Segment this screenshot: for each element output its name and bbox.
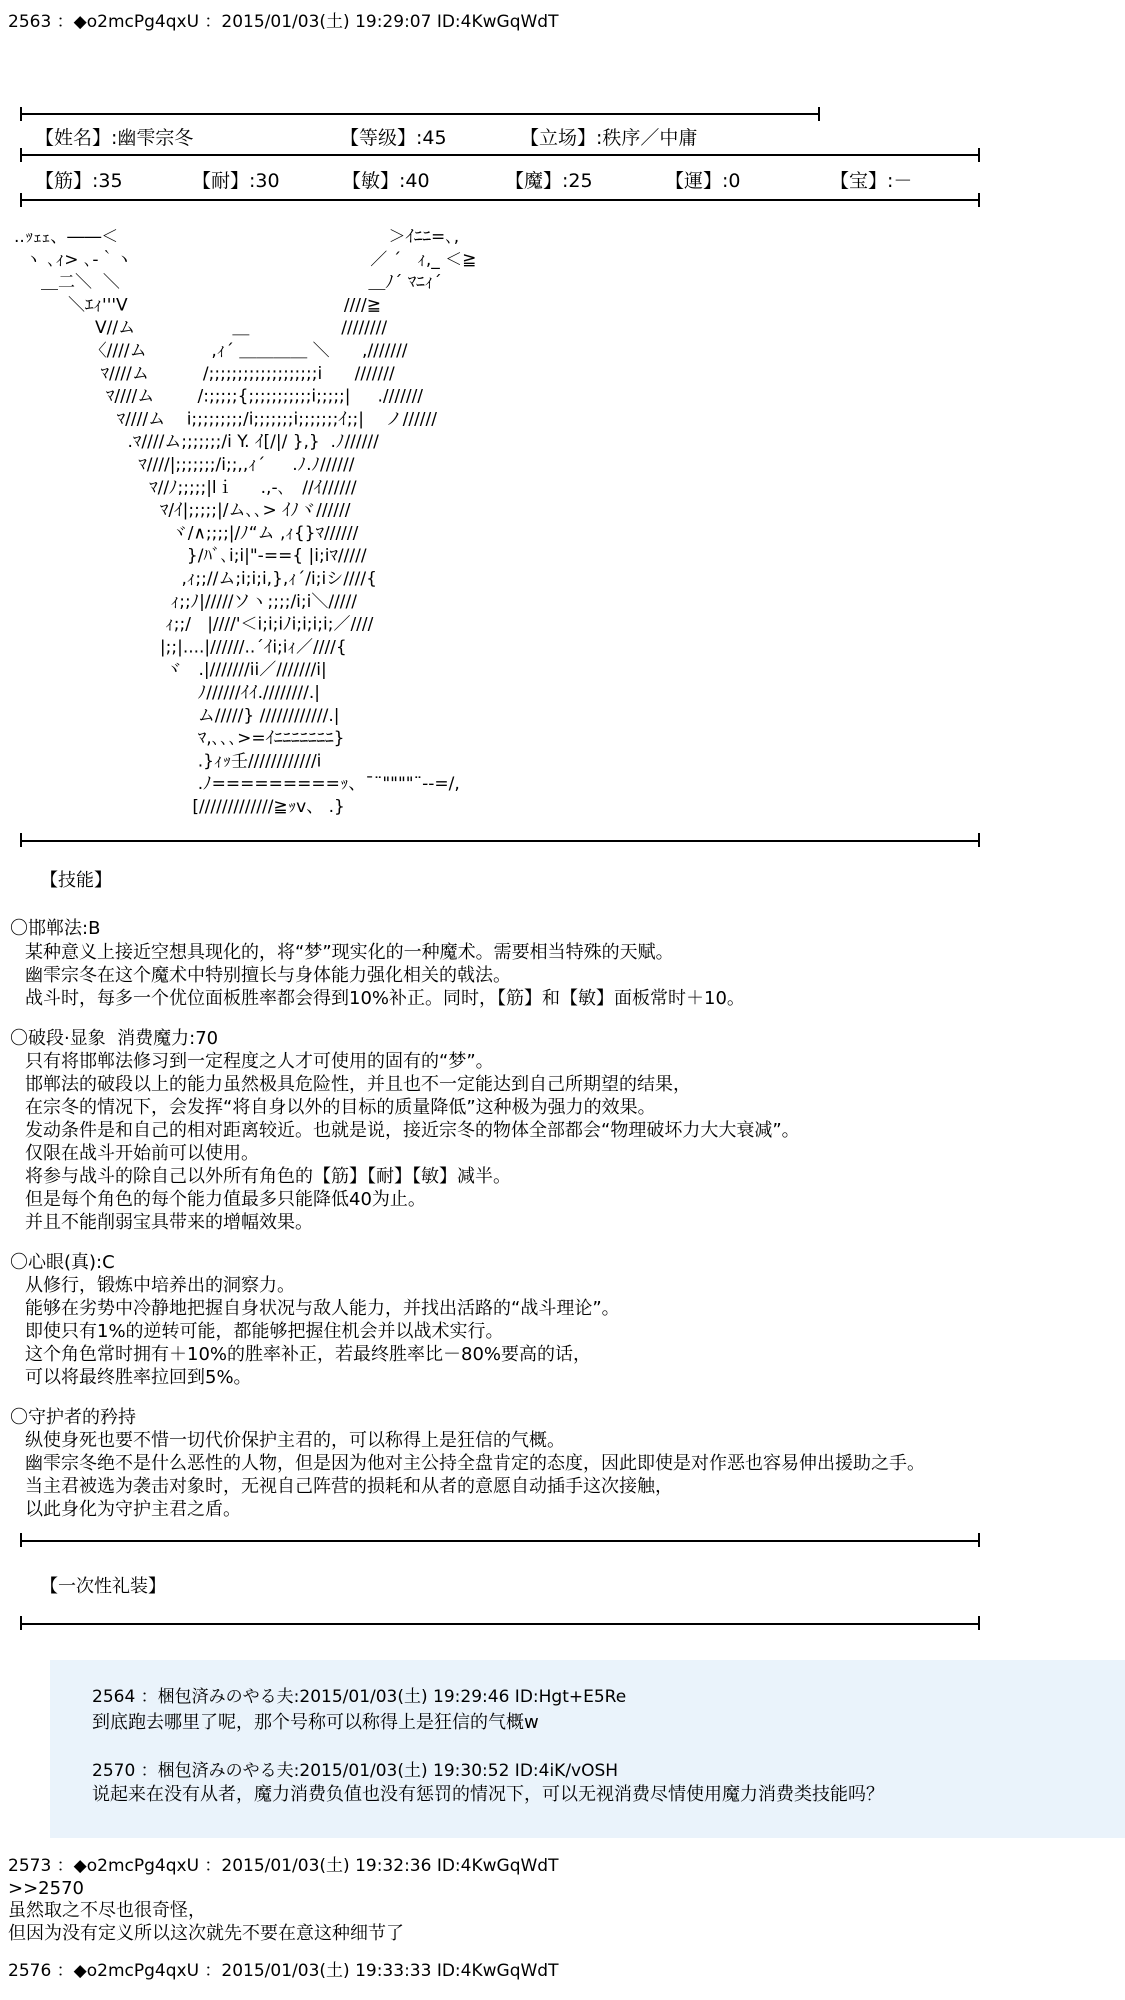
skill-line: 能够在劣势中冷静地把握自身状况与敌人能力，并找出活路的“战斗理论”。: [25, 1298, 620, 1319]
skill-line: 将参与战斗的除自己以外所有角色的【筋】【耐】【敏】减半。: [25, 1166, 511, 1187]
ascii-art-line: ヽ ､ｨ> ､-｀ヽ ／ ´ ｨ,_ ＜≧: [14, 249, 477, 270]
sheet-tick: [20, 833, 22, 847]
post-body-line: 虽然取之不尽也很奇怪，: [8, 1900, 206, 1921]
skill-line: 只有将邯郸法修习到一定程度之人才可使用的固有的“梦”。: [25, 1051, 494, 1072]
skill-line: 战斗时，每多一个优位面板胜率都会得到10%补正。同时，【筋】和【敏】面板常时＋10。: [25, 988, 745, 1009]
sheet-tick: [20, 1533, 22, 1547]
ascii-art-line: ﾏ////ム i;;;;;;;;;/i;;;;;;;i;;;;;;;ｲ;;| ノ//////: [14, 409, 437, 430]
ascii-art-line: ﾏ////|;;;;;;;/i;;,,ｨ´ .ﾉ.ﾉ//////: [14, 455, 355, 475]
skill-line: 幽雫宗冬在这个魔术中特别擅长与身体能力强化相关的戟法。: [25, 965, 511, 986]
skill-line: 当主君被选为袭击对象时，无视自己阵营的损耗和从者的意愿自动插手这次接触，: [25, 1476, 673, 1497]
sheet-tick: [978, 1616, 980, 1630]
ascii-art-line: ＿二＼ ＼ ＿ﾉ´ ﾏﾆｨ´: [14, 272, 442, 293]
skill-title: 〇守护者的矜持: [10, 1407, 136, 1428]
ascii-art-line: V//ム ＿ ////////: [14, 318, 388, 339]
profile-level: 【等级】:45: [340, 127, 447, 149]
skill-title: 〇心眼(真):C: [10, 1252, 115, 1273]
skills-separator: [20, 1540, 980, 1542]
ascii-art-line: ..ｯｪｪ、――＜ ＞ｲﾆﾆ=､,: [14, 227, 460, 247]
skill-line: 幽雫宗冬绝不是什么恶性的人物，但是因为他对主公持全盘肯定的态度，因此即使是对作恶也容易伸出援助之手。: [25, 1453, 925, 1474]
ascii-art-line: |;;|....|//////..´ｲi;iｨ／////{: [14, 637, 347, 658]
skill-line: 这个角色常时拥有＋10%的胜率补正，若最终胜率比－80%要高的话，: [25, 1344, 592, 1365]
post-header: 2576 ：◆o2mcPg4qxU ：2015/01/03(土) 19:33:33 ID:4KwGqWdT: [8, 1961, 559, 1981]
ascii-art-line: ﾏ/ｲ|;;;;;|/ム､､> ｲﾉヾ//////: [14, 500, 351, 521]
ascii-art-line: ﾏ////ム /;;;;;;;;;;;;;;;;;;;i ///////: [14, 363, 395, 384]
skill-line: 以此身化为守护主君之盾。: [25, 1499, 241, 1520]
sheet-tick: [978, 833, 980, 847]
skills-heading: 【技能】: [40, 870, 112, 891]
post-header: 2573 ：◆o2mcPg4qxU ：2015/01/03(土) 19:32:36 ID:4KwGqWdT: [8, 1856, 559, 1876]
ascii-art-line: [/////////////≧ｯv、 .}: [14, 797, 345, 817]
skill-title: 〇邯郸法:B: [10, 918, 101, 939]
ascii-art-line: ヾ .|///////ii／///////i|: [14, 660, 327, 681]
post-body-line: 但因为没有定义所以这次就先不要在意这种细节了: [8, 1923, 404, 1944]
ascii-art-line: .ﾉ=========ｯ、¯¨""""¨--=/,: [14, 774, 460, 795]
skill-line: 即使只有1%的逆转可能，都能够把握住机会并以战术实行。: [25, 1321, 504, 1342]
ascii-art-line: 〈////ム ,ｨ´ ＿＿＿＿ ＼ ,///////: [14, 341, 408, 361]
ascii-art-line: ﾏ////ム /:;;;;;{;;;;;;;;;;;i;;;;;| .///////: [14, 386, 429, 407]
stat-agi: 【敏】:40: [342, 170, 430, 192]
ascii-art-line: ﾏ//ﾉ;;;;;|lｉ .,-､ //ｲ//////: [14, 477, 357, 498]
post-header: 2563 ：◆o2mcPg4qxU ：2015/01/03(土) 19:29:07 ID:4KwGqWdT: [8, 12, 559, 32]
ascii-art-line: ﾏ,､､､>=ｲﾆﾆﾆﾆﾆﾆﾆ}: [14, 728, 345, 749]
stat-end: 【耐】:30: [192, 170, 280, 192]
sheet-tick: [978, 1533, 980, 1547]
reply-text: 说起来在没有从者，魔力消费负值也没有惩罚的情况下，可以无视消费尽情使用魔力消费类技能吗？: [92, 1784, 884, 1805]
reply-header: 2570 ：梱包済みのやる夫:2015/01/03(土) 19:30:52 ID:4iK/vOSH: [92, 1761, 619, 1781]
stat-mag: 【魔】:25: [505, 170, 593, 192]
skill-title: 〇破段·显象 消费魔力:70: [10, 1028, 219, 1049]
ascii-art-line: ﾉ//////ｲｲ.////////.|: [14, 683, 320, 703]
profile-name: 【姓名】:幽雫宗冬: [35, 127, 194, 149]
skill-line: 可以将最终胜率拉回到5%。: [25, 1367, 252, 1388]
reply-text: 到底跑去哪里了呢，那个号称可以称得上是狂信的气概w: [92, 1712, 539, 1733]
art-separator: [20, 840, 980, 842]
skill-line: 并且不能削弱宝具带来的增幅效果。: [25, 1212, 313, 1233]
profile-stance: 【立场】:秩序／中庸: [520, 127, 698, 149]
skill-line: 仅限在战斗开始前可以使用。: [25, 1143, 259, 1164]
one-time-heading: 【一次性礼装】: [40, 1576, 166, 1597]
skill-line: 从修行，锻炼中培养出的洞察力。: [25, 1275, 295, 1296]
skill-line: 在宗冬的情况下，会发挥“将自身以外的目标的质量降低”这种极为强力的效果。: [25, 1097, 656, 1118]
ascii-art-line: }/ﾊﾞ､i;i|"-=={ |i;iﾏ/////: [14, 546, 367, 567]
sheet-tick: [20, 1616, 22, 1630]
skill-line: 邯郸法的破段以上的能力虽然极具危险性，并且也不一定能达到自己所期望的结果，: [25, 1074, 691, 1095]
ascii-art-line: ＼ｴｨ'''V ////≧: [14, 295, 381, 316]
stat-str: 【筋】:35: [35, 170, 123, 192]
ascii-art-line: ,ｨ;;//ム;i;i;i,},ｨ´/i;iシ////{: [14, 569, 377, 589]
ascii-art-line: ヾ/∧;;;;|/ﾉ“ム ,ｨ{}ﾏ//////: [14, 523, 359, 544]
skill-line: 纵使身死也要不惜一切代价保护主君的，可以称得上是狂信的气概。: [25, 1430, 565, 1451]
skill-line: 某种意义上接近空想具现化的，将“梦”现实化的一种魔术。需要相当特殊的天赋。: [25, 942, 674, 963]
reply-header: 2564 ：梱包済みのやる夫:2015/01/03(土) 19:29:46 ID:Hgt+E5Re: [92, 1687, 627, 1707]
ascii-art-line: .ﾏ////ム;;;;;;;/i Y. ｲ[/|/ },} .ﾉ//////: [14, 432, 379, 453]
post-quote-link[interactable]: >>2570: [8, 1878, 84, 1899]
ascii-art-line: .}ｨｯ壬////////////i: [14, 751, 322, 772]
ascii-art-line: ム/////} ////////////.|: [14, 705, 340, 726]
sheet-end-rule: [20, 1623, 980, 1625]
skill-line: 发动条件是和自己的相对距离较近。也就是说，接近宗冬的物体全部都会“物理破坏力大大衰减”。: [25, 1120, 800, 1141]
skill-line: 但是每个角色的每个能力值最多只能降低40为止。: [25, 1189, 426, 1210]
ascii-art-line: ｨ;;ﾉ|/////ソヽ;;;;/i;i＼/////: [14, 591, 357, 612]
stat-luck: 【運】:0: [665, 170, 741, 192]
ascii-art-line: ｨ;;/ |////'＜i;i;iﾉi;i;i;i;／////: [14, 614, 374, 635]
stat-np: 【宝】:－: [830, 170, 913, 192]
reply-box: [50, 1660, 1125, 1838]
